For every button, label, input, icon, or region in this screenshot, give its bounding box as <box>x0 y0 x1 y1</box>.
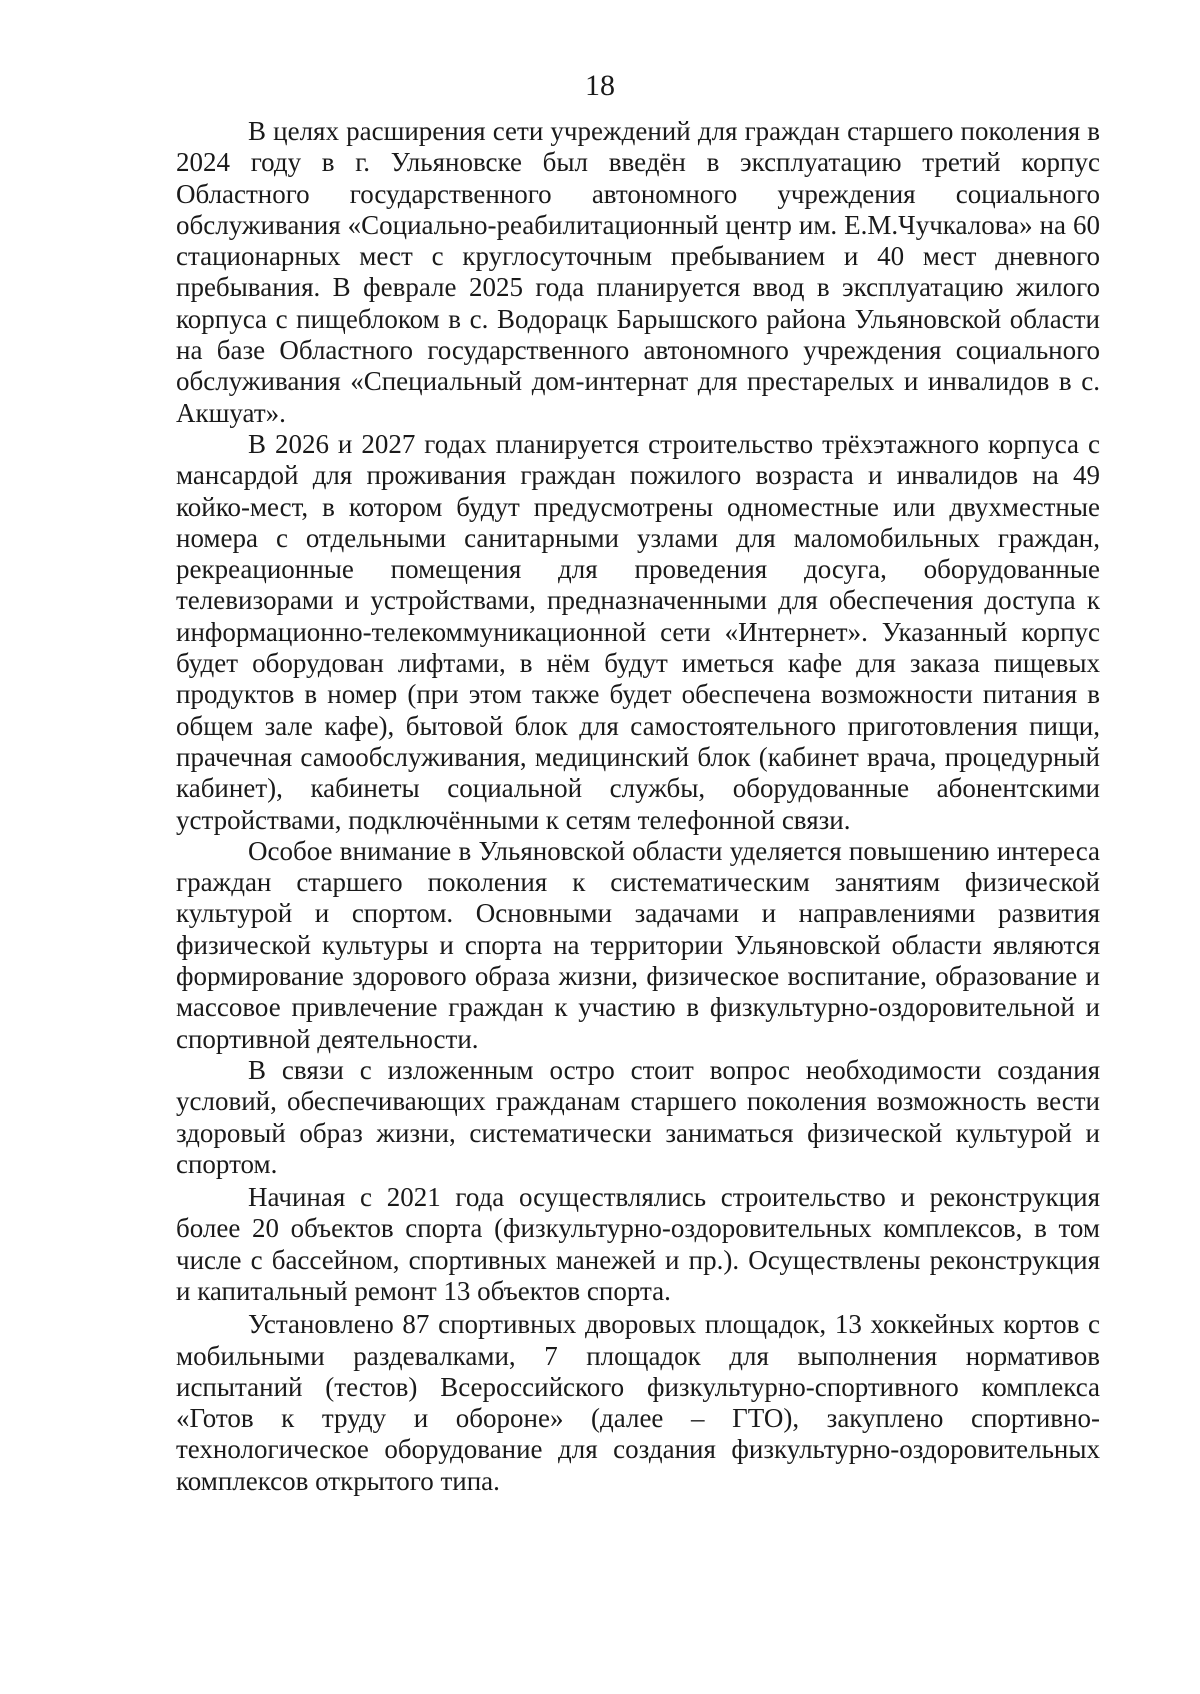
paragraph-physical-culture: Особое внимание в Ульяновской области уделяется повышению интереса граждан старшего поколения к систематическим занятиям физической культурой и спортом. Основными задачами и направлениями развития физической культуры и спорта на территории Ульяновской области являются формирование здорового образа жизни, физическое воспитание, образование и массовое привлечение граждан к участию в физкультурно-оздоровительной и спортивной деятельности. <box>176 835 1100 1054</box>
document-body <box>176 116 1100 1497</box>
paragraph-sports-grounds: Установлено 87 спортивных дворовых площадок, 13 хоккейных кортов с мобильными раздевалками, 7 площадок для выполнения нормативов испытаний (тестов) Всероссийского физкультурно-спортивного комплекса «Готов к труду и обороне» (далее – ГТО), закуплено спортивно-технологическое оборудование для создания физкультурно-оздоровительных комплексов открытого типа. <box>176 1309 1100 1496</box>
paragraph-new-building: В 2026 и 2027 годах планируется строительство трёхэтажного корпуса с мансардой для проживания граждан пожилого возраста и инвалидов на 49 койко-мест, в котором будут предусмотрены одноместные или двухместные номера с отдельными санитарными узлами для маломобильных граждан, рекреационные помещения для проведения досуга, оборудованные телевизорами и устройствами, предназначенными для обеспечения доступа к информационно-телекоммуникационной сети «Интернет». Указанный корпус будет оборудован лифтами, в нём будут иметься кафе для заказа пищевых продуктов в номер (при этом также будет обеспечена возможности питания в общем зале кафе), бытовой блок для самостоятельного приготовления пищи, прачечная самообслуживания, медицинский блок (кабинет врача, процедурный кабинет), кабинеты социальной службы, оборудованные абонентскими устройствами, подключёнными к сетям телефонной связи. <box>176 428 1100 835</box>
paragraph-care-facilities: В целях расширения сети учреждений для граждан старшего поколения в 2024 году в г. Ульяновске был введён в эксплуатацию третий корпус Областного государственного автономного учреждения социального обслуживания «Социально-реабилитационный центр им. Е.М.Чучкалова» на 60 стационарных мест с круглосуточным пребыванием и 40 мест дневного пребывания. В феврале 2025 года планируется ввод в эксплуатацию жилого корпуса с пищеблоком в с. Водорацк Барышского района Ульяновской области на базе Областного государственного автономного учреждения социального обслуживания «Специальный дом-интернат для престарелых и инвалидов в с. Акшуат». <box>176 116 1100 428</box>
page-number: 18 <box>585 69 615 102</box>
paragraph-healthy-lifestyle: В связи с изложенным остро стоит вопрос необходимости создания условий, обеспечивающих гражданам старшего поколения возможность вести здоровый образ жизни, систематически заниматься физической культурой и спортом. <box>176 1054 1100 1179</box>
paragraph-sports-facilities: Начиная с 2021 года осуществлялись строительство и реконструкция более 20 объектов спорта (физкультурно-оздоровительных комплексов, в том числе с бассейном, спортивных манежей и пр.). Осуществлены реконструкция и капитальный ремонт 13 объектов спорта. <box>176 1182 1100 1306</box>
